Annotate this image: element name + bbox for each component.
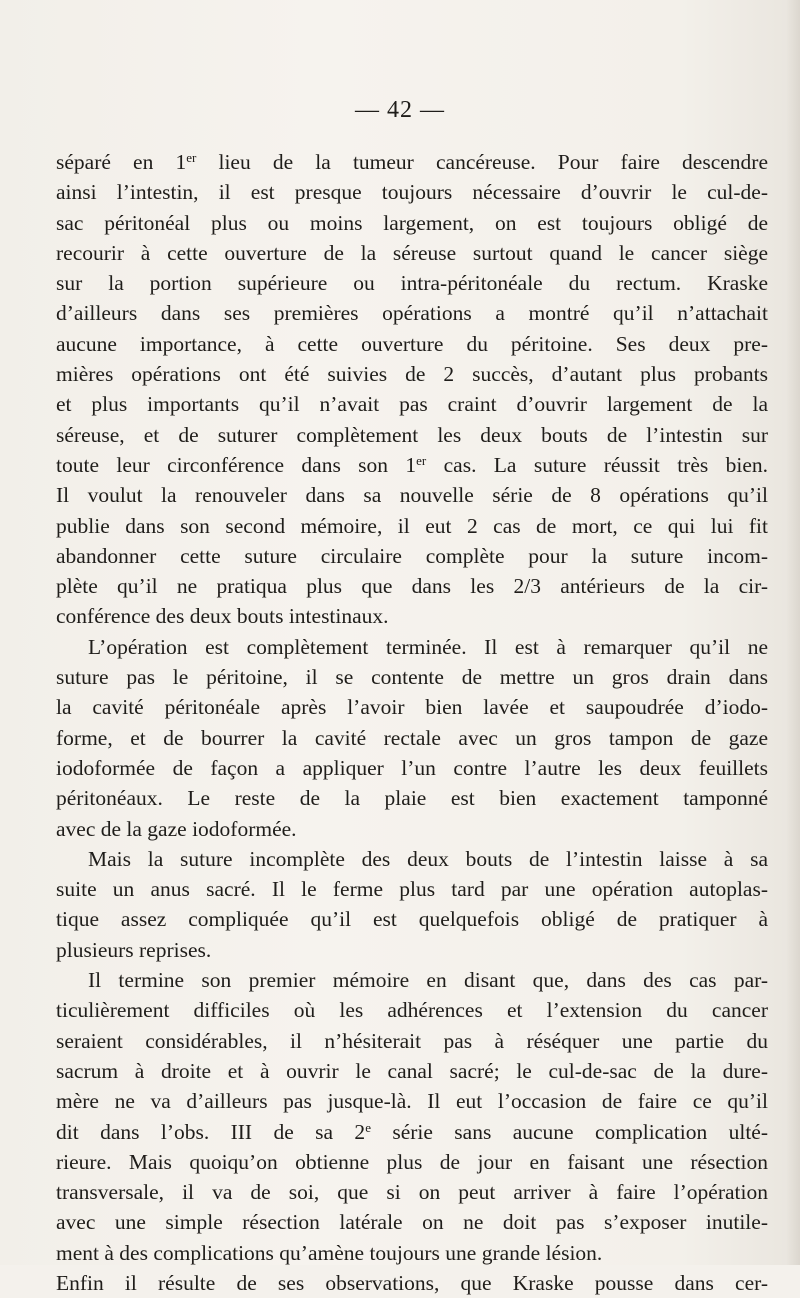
text-line: [56, 1026, 768, 1056]
text-line: [56, 268, 768, 298]
text-segment: Il voulut la renouveler dans sa nouvelle série de 8 opérations qu’il: [56, 483, 768, 508]
text-segment: sacrum à droite et à ouvrir le canal sacré; le cul-de-sac de la dure-: [56, 1058, 768, 1083]
text-line: [56, 208, 768, 238]
text-line: [56, 995, 768, 1025]
text-line: [56, 783, 768, 813]
text-line: [56, 1147, 768, 1177]
text-segment: séreuse, et de suturer complètement les deux bouts de l’intestin sur: [56, 422, 768, 447]
text-line: [56, 147, 768, 177]
text-segment: cas. La suture réussit très bien.: [426, 452, 768, 477]
text-line: [56, 1086, 768, 1116]
text-segment: avec de la gaze iodoformée.: [56, 816, 297, 841]
text-line: [56, 662, 768, 692]
text-line: [56, 1207, 768, 1237]
text-segment: série sans aucune complication ulté-: [370, 1119, 768, 1144]
text-line: [56, 480, 768, 510]
text-segment: ainsi l’intestin, il est presque toujours nécessaire d’ouvrir le cul-de-: [56, 180, 768, 205]
text-segment: aucune importance, à cette ouverture du péritoine. Ses deux pre-: [56, 331, 768, 356]
text-segment: publie dans son second mémoire, il eut 2 cas de mort, ce qui lui fit: [56, 513, 768, 538]
text-line: [56, 723, 768, 753]
text-segment: d’ailleurs dans ses premières opérations a montré qu’il n’attachait: [56, 301, 768, 326]
text-line: [56, 298, 768, 328]
text-segment: péritonéaux. Le reste de la plaie est bien exactement tamponné: [56, 786, 768, 811]
text-segment: plète qu’il ne pratiqua plus que dans les 2/3 antérieurs de la cir-: [56, 574, 768, 599]
text-segment: rieure. Mais quoiqu’on obtienne plus de jour en faisant une résection: [56, 1149, 768, 1174]
text-segment: forme, et de bourrer la cavité rectale avec un gros tampon de gaze: [56, 725, 768, 750]
superscript: er: [186, 150, 197, 165]
text-line: [56, 511, 768, 541]
text-line: [56, 1177, 768, 1207]
text-line: [56, 1117, 768, 1147]
text-line: [56, 1268, 768, 1298]
text-segment: recourir à cette ouverture de la séreuse surtout quand le cancer siège: [56, 240, 768, 265]
text-line: [56, 753, 768, 783]
text-segment: L’opération est complètement terminée. Il est à remarquer qu’il ne: [88, 634, 768, 659]
text-segment: ticulièrement difficiles où les adhérences et l’extension du cancer: [56, 998, 768, 1023]
text-segment: Mais la suture incomplète des deux bouts de l’intestin laisse à sa: [88, 846, 768, 871]
text-line: [56, 389, 768, 419]
page-edge-shadow: [786, 0, 800, 1265]
text-segment: suite un anus sacré. Il le ferme plus tard par une opération autoplas-: [56, 877, 768, 902]
body-text: [56, 147, 768, 1298]
text-line: [56, 359, 768, 389]
page-number: — 42 —: [355, 97, 445, 123]
text-segment: conférence des deux bouts intestinaux.: [56, 604, 389, 629]
text-line: [56, 965, 768, 995]
text-line: [56, 874, 768, 904]
text-segment: la cavité péritonéale après l’avoir bien lavée et saupoudrée d’iodo-: [56, 695, 768, 720]
text-line: [56, 420, 768, 450]
superscript: er: [416, 452, 427, 468]
text-segment: Enfin il résulte de ses observations, que Kraske pousse dans cer-: [56, 1270, 768, 1295]
text-segment: dit dans l’obs. III de sa 2: [56, 1119, 366, 1144]
text-segment: séparé en 1: [56, 150, 187, 174]
text-line: [56, 450, 768, 480]
text-segment: tique assez compliquée qu’il est quelquefois obligé de pratiquer à: [56, 907, 768, 932]
text-segment: et plus importants qu’il n’avait pas craint d’ouvrir largement de la: [56, 392, 768, 417]
text-segment: plusieurs reprises.: [56, 937, 212, 962]
text-line: [56, 329, 768, 359]
text-line: [56, 177, 768, 207]
text-line: [56, 1238, 768, 1268]
text-segment: seraient considérables, il n’hésiterait pas à réséquer une partie du: [56, 1028, 768, 1053]
text-segment: iodoformée de façon a appliquer l’un contre l’autre les deux feuillets: [56, 755, 768, 780]
text-line: [56, 844, 768, 874]
text-line: [56, 904, 768, 934]
text-line: [56, 1056, 768, 1086]
text-segment: transversale, il va de soi, que si on peut arriver à faire l’opération: [56, 1180, 768, 1205]
text-segment: toute leur circonférence dans son 1: [56, 452, 417, 477]
text-line: [56, 692, 768, 722]
superscript: e: [365, 1119, 371, 1135]
text-segment: sac péritonéal plus ou moins largement, on est toujours obligé de: [56, 210, 768, 235]
text-line: [56, 935, 768, 965]
text-line: [56, 571, 768, 601]
text-line: [56, 632, 768, 662]
text-segment: ment à des complications qu’amène toujours une grande lésion.: [56, 1240, 603, 1265]
text-segment: sur la portion supérieure ou intra-péritonéale du rectum. Kraske: [56, 271, 768, 296]
text-segment: mère ne va d’ailleurs pas jusque-là. Il eut l’occasion de faire ce qu’il: [56, 1089, 768, 1114]
text-segment: mières opérations ont été suivies de 2 succès, d’autant plus probants: [56, 362, 768, 387]
text-line: [56, 541, 768, 571]
text-segment: suture pas le péritoine, il se contente de mettre un gros drain dans: [56, 665, 768, 690]
text-segment: lieu de la tumeur cancéreuse. Pour faire descendre: [196, 150, 768, 174]
text-line: [56, 238, 768, 268]
text-segment: Il termine son premier mémoire en disant que, dans des cas par-: [88, 968, 768, 993]
text-segment: avec une simple résection latérale on ne doit pas s’exposer inutile-: [56, 1210, 768, 1235]
text-line: [56, 601, 768, 631]
text-segment: abandonner cette suture circulaire complète pour la suture incom-: [56, 543, 768, 568]
text-line: [56, 814, 768, 844]
